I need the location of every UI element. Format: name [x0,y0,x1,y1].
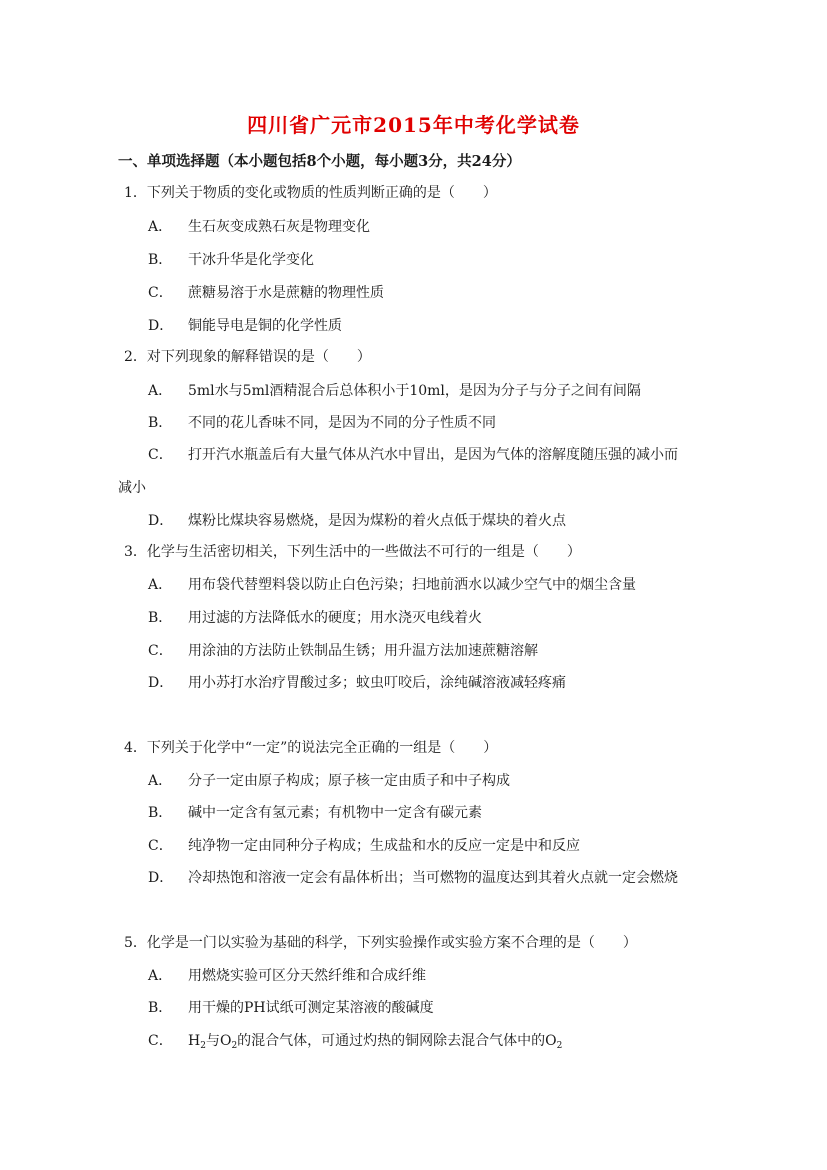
q5-option-a-letter: A． [148,968,173,984]
question-1-stem: 1．下列关于物质的变化或物质的性质判断正确的是（ ） [124,185,497,201]
q3-option-a-letter: A． [148,577,173,593]
q4-option-c-text: 纯净物一定由同种分子构成；生成盐和水的反应一定是中和反应 [188,838,580,854]
q2-option-d-text: 煤粉比煤块容易燃烧，是因为煤粉的着火点低于煤块的着火点 [188,513,566,529]
q4-option-c-letter: C． [148,838,173,854]
q5-option-a-text: 用燃烧实验可区分天然纤维和合成纤维 [188,968,426,984]
question-5-stem: 5．化学是一门以实验为基础的科学，下列实验操作或实验方案不合理的是（ ） [124,935,637,951]
exam-title: 四川省广元市2015年中考化学试卷 [247,113,580,137]
h2-subscript: 2 [200,1041,206,1051]
q1-option-b-letter: B． [148,252,173,268]
q5-option-b-text: 用干燥的PH试纸可测定某溶液的酸碱度 [188,1000,434,1016]
q1-option-a-text: 生石灰变成熟石灰是物理变化 [188,219,370,235]
q3-option-a-text: 用布袋代替塑料袋以防止白色污染；扫地前洒水以减少空气中的烟尘含量 [188,577,636,593]
q5-option-c-rest: 的混合气体，可通过灼热的铜网除去混合气体中的O [237,1033,557,1049]
q3-option-d-letter: D． [148,675,174,691]
q5-option-c-letter: C． [148,1033,173,1049]
q2-option-a-letter: A． [148,383,173,399]
q1-option-a-letter: A． [148,219,173,235]
q3-option-b-text: 用过滤的方法降低水的硬度；用水浇灭电线着火 [188,610,482,626]
q4-option-a-letter: A． [148,773,173,789]
q5-option-c-text [188,1030,562,1051]
o2-subscript: 2 [231,1041,238,1051]
q3-option-b-letter: B． [148,610,173,626]
q5-option-b-letter: B． [148,1000,173,1016]
o2-end-subscript: 2 [556,1041,563,1051]
q4-option-d-text: 冷却热饱和溶液一定会有晶体析出；当可燃物的温度达到其着火点就一定会燃烧 [188,870,678,886]
q3-option-c-text: 用涂油的方法防止铁制品生锈；用升温方法加速蔗糖溶解 [188,643,538,659]
q4-option-a-text: 分子一定由原子构成；原子核一定由质子和中子构成 [188,773,510,789]
q4-option-b-text: 碱中一定含有氢元素；有机物中一定含有碳元素 [188,805,482,821]
q4-option-b-letter: B． [148,805,173,821]
q2-option-a-text: 5ml水与5ml酒精混合后总体积小于10ml，是因为分子与分子之间有间隔 [188,383,641,399]
q3-option-c-letter: C． [148,643,173,659]
q1-option-d-letter: D． [148,318,174,334]
question-4-stem: 4．下列关于化学中“一定”的说法完全正确的一组是（ ） [124,740,498,756]
q2-option-c-continuation: 减小 [118,480,146,496]
q2-option-d-letter: D． [148,513,174,529]
q1-option-d-text: 铜能导电是铜的化学性质 [188,318,342,334]
o2-prefix: 与O [205,1033,232,1049]
q1-option-c-letter: C． [148,285,173,301]
question-3-stem: 3．化学与生活密切相关，下列生活中的一些做法不可行的一组是（ ） [124,544,581,560]
q1-option-b-text: 干冰升华是化学变化 [188,252,314,268]
q1-option-c-text: 蔗糖易溶于水是蔗糖的物理性质 [188,285,384,301]
q4-option-d-letter: D． [148,870,174,886]
q2-option-b-text: 不同的花儿香味不同，是因为不同的分子性质不同 [188,415,496,431]
q2-option-c-text: 打开汽水瓶盖后有大量气体从汽水中冒出，是因为气体的溶解度随压强的减小而 [188,447,678,463]
h2-symbol: H [188,1033,201,1049]
q2-option-b-letter: B． [148,415,173,431]
section-heading: 一、单项选择题（本小题包括8个小题，每小题3分，共24分） [118,153,521,170]
question-2-stem: 2．对下列现象的解释错误的是（ ） [124,349,371,365]
q3-option-d-text: 用小苏打水治疗胃酸过多；蚊虫叮咬后，涂纯碱溶液减轻疼痛 [188,675,566,691]
q2-option-c-letter: C． [148,447,173,463]
